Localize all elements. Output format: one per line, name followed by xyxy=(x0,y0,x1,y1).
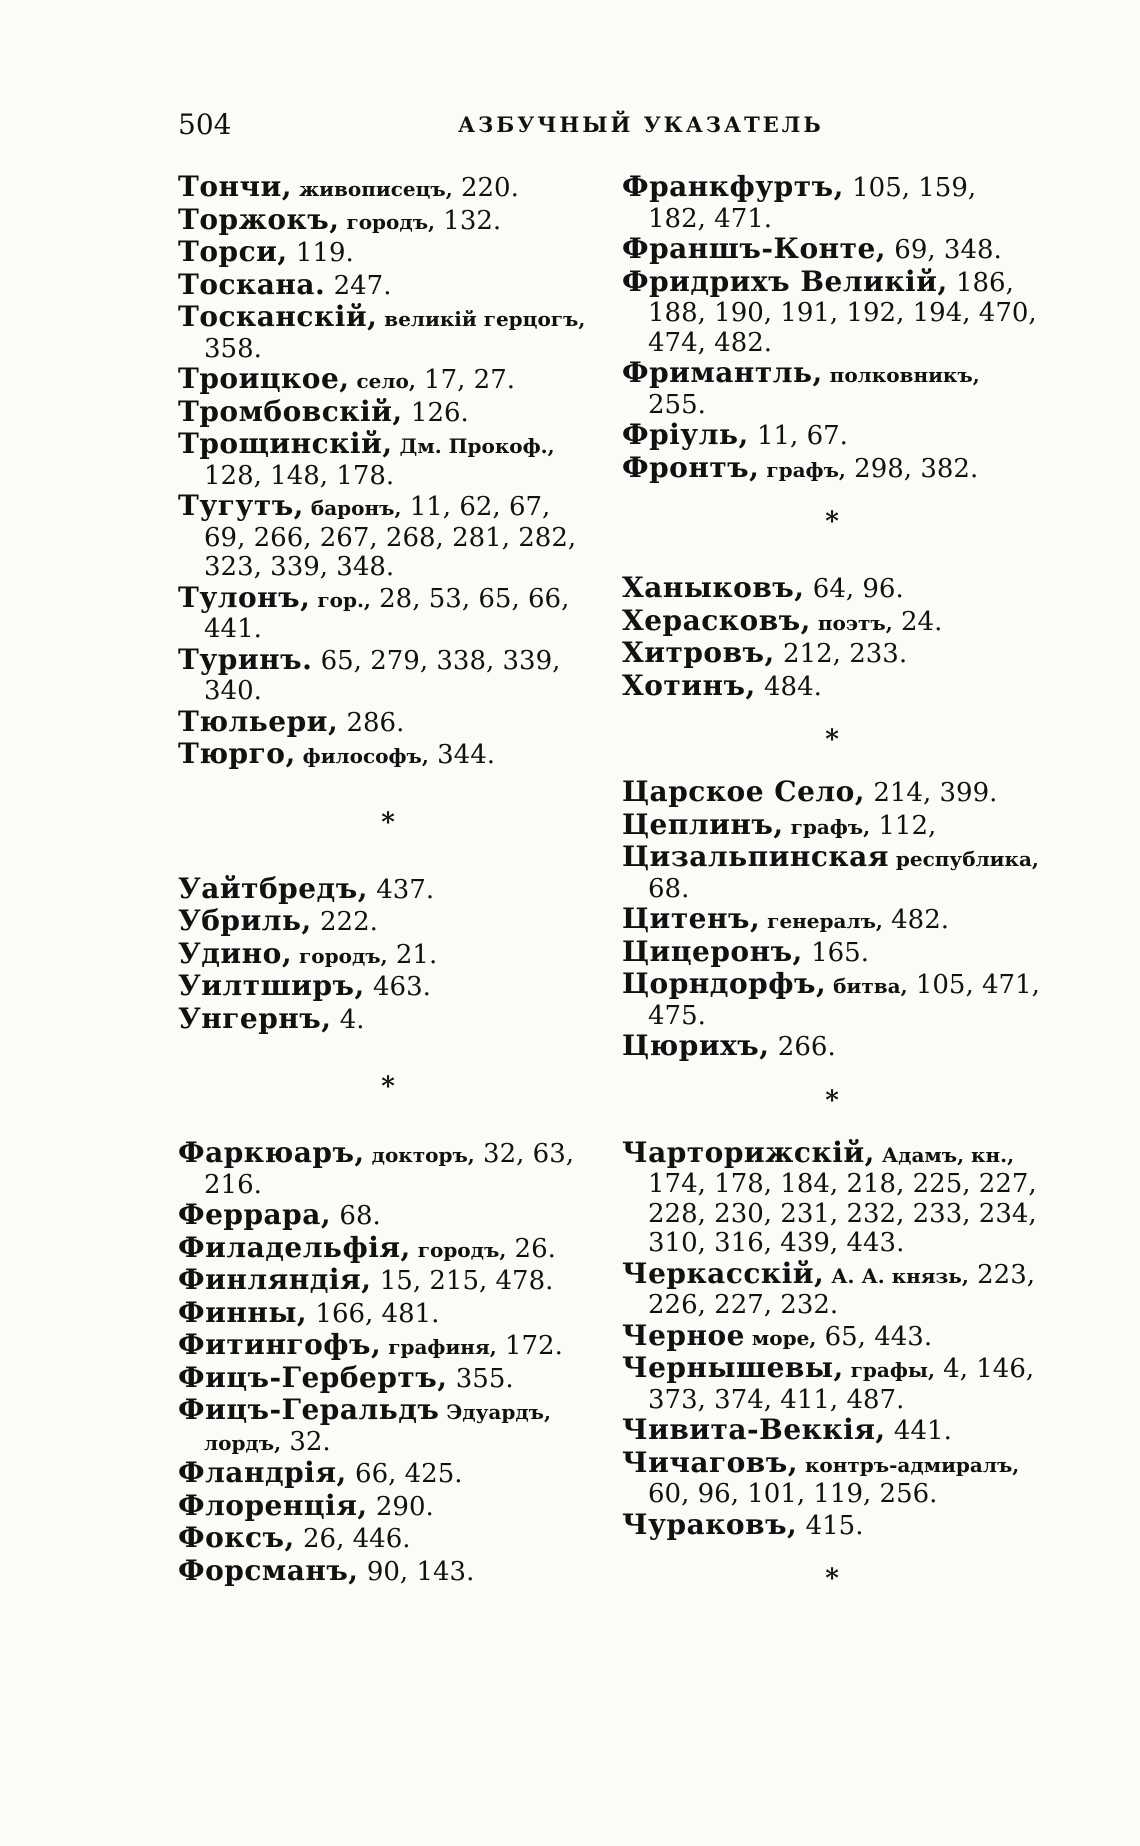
entry-headword: Цюрихъ, xyxy=(622,1029,770,1062)
entry-headword: Хитровъ, xyxy=(622,636,775,669)
index-entry xyxy=(178,267,598,303)
index-entry xyxy=(178,906,598,939)
index-entry xyxy=(178,237,598,270)
index-entry xyxy=(622,1135,1042,1259)
entry-pages: 119. xyxy=(287,238,354,268)
index-entry xyxy=(178,364,598,397)
entry-pages: 165. xyxy=(802,937,869,968)
entry-headword: Черкасскій, xyxy=(622,1256,825,1290)
entry-headword: Черное xyxy=(622,1318,745,1352)
entry-headword: Уилтширъ, xyxy=(178,969,365,1002)
entry-headword: Франшъ-Конте, xyxy=(622,232,887,265)
entry-headword: Форсманъ, xyxy=(178,1553,359,1587)
index-entry xyxy=(622,358,1042,420)
index-entry xyxy=(622,807,1042,843)
entry-pages: 15, 215, 478. xyxy=(371,1266,554,1296)
index-entry xyxy=(178,202,598,238)
entry-headword: Торжокъ, xyxy=(178,202,340,236)
entry-headword: Финны, xyxy=(178,1295,308,1329)
entry-headword: Феррара, xyxy=(178,1198,332,1231)
entry-headword: Фоксъ, xyxy=(178,1521,295,1554)
entry-pages: 186, 188, 190, 191, 192, 194, 470, 474, 482. xyxy=(648,267,1037,358)
entry-pages: 132. xyxy=(435,205,502,236)
entry-pages: 220. xyxy=(452,173,519,203)
entry-descriptor: А. А. князь, xyxy=(824,1263,969,1288)
index-group-f xyxy=(178,1138,598,1588)
entry-headword: Уайтбредъ, xyxy=(178,871,368,905)
entry-pages: 255. xyxy=(648,389,706,420)
entry-pages: 112, xyxy=(870,810,937,841)
entry-pages: 105, 471, 475. xyxy=(648,970,1040,1031)
index-entry xyxy=(622,1507,1042,1543)
entry-descriptor: графъ, xyxy=(783,814,871,839)
entry-pages: 21. xyxy=(387,939,438,970)
index-entry xyxy=(178,172,598,205)
entry-descriptor: село, xyxy=(349,369,416,393)
entry-headword: Фитингофъ, xyxy=(178,1328,382,1361)
entry-headword: Удино, xyxy=(178,936,293,970)
entry-descriptor: битва, xyxy=(826,974,908,998)
entry-pages: 105, 159, 182, 471. xyxy=(648,173,977,234)
index-entry xyxy=(178,1553,598,1589)
index-entry xyxy=(622,638,1042,671)
index-entry xyxy=(178,704,598,740)
entry-pages: 126. xyxy=(402,397,469,428)
entry-headword: Трощинскій, xyxy=(178,427,393,460)
index-entry xyxy=(178,1360,598,1396)
entry-descriptor: полковникъ, xyxy=(822,363,980,387)
entry-headword: Франкфуртъ, xyxy=(622,170,844,203)
entry-headword: Финляндія, xyxy=(178,1263,372,1296)
entry-headword: Чернышевы, xyxy=(622,1351,844,1384)
index-entry xyxy=(622,450,1042,486)
index-entry xyxy=(622,264,1042,359)
entry-descriptor: городъ, xyxy=(292,943,388,968)
entry-pages: 247. xyxy=(325,270,392,301)
index-entry xyxy=(178,580,598,645)
running-title: АЗБУЧНЫЙ УКАЗАТЕЛЬ xyxy=(458,112,824,137)
entry-headword: Тюльери, xyxy=(178,704,339,738)
entry-pages: 128, 148, 178. xyxy=(204,460,395,491)
entry-descriptor: великій герцогъ, xyxy=(377,307,586,331)
entry-pages: 358. xyxy=(204,333,262,364)
index-entry xyxy=(622,573,1042,606)
entry-descriptor: городъ, xyxy=(339,209,436,234)
index-entry xyxy=(178,1488,598,1524)
index-entry xyxy=(622,1256,1042,1321)
entry-headword: Тончи, xyxy=(178,170,293,203)
entry-pages: 17, 27. xyxy=(415,365,516,395)
index-entry xyxy=(622,904,1042,937)
entry-pages: 60, 96, 101, 119, 256. xyxy=(648,1479,938,1509)
entry-headword: Туринъ. xyxy=(178,642,313,676)
entry-headword: Херасковъ, xyxy=(622,603,811,637)
entry-pages: 68. xyxy=(331,1201,381,1231)
index-entry xyxy=(622,1318,1042,1354)
index-entry xyxy=(622,172,1042,234)
entry-descriptor: живописецъ, xyxy=(292,177,453,201)
entry-pages: 463. xyxy=(364,972,431,1002)
index-group-kh xyxy=(622,573,1042,703)
entry-headword: Филадельфія, xyxy=(178,1230,411,1264)
index-entry xyxy=(622,420,1042,453)
entry-headword: Фицъ-Гербертъ, xyxy=(178,1360,448,1394)
entry-descriptor: баронъ, xyxy=(303,496,402,520)
index-entry xyxy=(178,871,598,907)
index-entry xyxy=(622,969,1042,1031)
entry-headword: Чичаговъ, xyxy=(622,1445,798,1479)
index-entry xyxy=(622,1031,1042,1064)
entry-pages: 441. xyxy=(885,1416,952,1446)
entry-pages: 68. xyxy=(648,873,690,904)
index-entry xyxy=(622,1445,1042,1510)
entry-pages: 482. xyxy=(882,905,950,935)
index-entry xyxy=(178,1458,598,1491)
section-separator: * xyxy=(381,807,395,838)
entry-pages: 28, 53, 65, 66, 441. xyxy=(204,583,570,644)
entry-headword: Троицкое, xyxy=(178,362,350,395)
index-entry xyxy=(178,1001,598,1037)
entry-pages: 4, 146, 373, 374, 411, 487. xyxy=(648,1354,1035,1415)
entry-descriptor: гор., xyxy=(310,587,371,612)
index-entry xyxy=(622,842,1042,904)
index-entry xyxy=(622,934,1042,970)
entry-pages: 298, 382. xyxy=(845,453,979,484)
entry-descriptor: графы, xyxy=(843,1358,935,1382)
entry-headword: Царское Село, xyxy=(622,775,866,808)
entry-pages: 223, 226, 227, 232. xyxy=(648,1259,1036,1320)
entry-pages: 24. xyxy=(892,606,943,637)
entry-pages: 415. xyxy=(797,1510,864,1541)
entry-pages: 11, 67. xyxy=(748,421,848,451)
entry-pages: 212, 233. xyxy=(774,639,908,669)
index-entry xyxy=(178,1230,598,1266)
entry-descriptor: Дм. Прокоф., xyxy=(392,434,555,458)
entry-pages: 90, 143. xyxy=(358,1556,475,1587)
entry-pages: 172. xyxy=(496,1331,563,1361)
index-entry xyxy=(178,936,598,972)
index-entry xyxy=(178,394,598,430)
entry-pages: 32, 63, 216. xyxy=(204,1139,575,1200)
entry-pages: 26, 446. xyxy=(294,1524,411,1554)
entry-descriptor: Эдуардъ, лордъ, xyxy=(204,1400,551,1455)
entry-headword: Убриль, xyxy=(178,904,312,937)
entry-headword: Фримантль, xyxy=(622,356,823,389)
entry-pages: 32. xyxy=(281,1426,331,1457)
entry-pages: 65, 279, 338, 339, 340. xyxy=(204,645,561,706)
entry-headword: Тромбовскій, xyxy=(178,394,403,428)
entry-pages: 344. xyxy=(428,740,496,770)
index-group-u xyxy=(178,871,598,1037)
index-group-t xyxy=(178,172,598,772)
entry-pages: 26. xyxy=(506,1233,556,1264)
entry-headword: Фронтъ, xyxy=(622,450,760,484)
entry-headword: Фридрихъ Великій, xyxy=(622,264,948,298)
entry-headword: Цизальпинская xyxy=(622,840,889,873)
entry-headword: Чивита-Веккія, xyxy=(622,1413,886,1446)
index-entry xyxy=(622,777,1042,810)
entry-pages: 286. xyxy=(338,707,405,738)
entry-pages: 174, 178, 184, 218, 225, 227, 228, 230, 231, 232, 233, 234, 310, 316, 439, 443. xyxy=(648,1169,1037,1258)
section-separator: * xyxy=(825,1564,839,1594)
index-entry xyxy=(178,1265,598,1298)
entry-descriptor: графиня, xyxy=(381,1335,497,1359)
entry-headword: Фицъ-Геральдъ xyxy=(178,1393,440,1426)
entry-descriptor: Адамъ, кн., xyxy=(874,1142,1015,1167)
entry-headword: Фландрія, xyxy=(178,1456,347,1489)
entry-headword: Цорндорфъ, xyxy=(622,967,827,1000)
index-entry xyxy=(178,1200,598,1233)
entry-headword: Чураковъ, xyxy=(622,1507,798,1541)
section-separator: * xyxy=(825,725,839,755)
entry-headword: Цеплинъ, xyxy=(622,807,784,841)
entry-headword: Тосканскій, xyxy=(178,300,378,333)
entry-headword: Тулонъ, xyxy=(178,580,311,614)
entry-pages: 266. xyxy=(769,1032,836,1062)
index-entry xyxy=(622,1415,1042,1448)
index-group-ch xyxy=(622,1135,1042,1543)
entry-pages: 65, 443. xyxy=(816,1321,933,1352)
entry-headword: Тоскана. xyxy=(178,267,326,301)
entry-descriptor: море, xyxy=(744,1325,817,1350)
entry-headword: Тугутъ, xyxy=(178,489,304,522)
index-entry xyxy=(622,668,1042,704)
entry-headword: Унгернъ, xyxy=(178,1001,332,1035)
index-entry xyxy=(178,642,598,707)
entry-headword: Цитенъ, xyxy=(622,902,761,935)
entry-pages: 64, 96. xyxy=(804,574,904,604)
entry-pages: 437. xyxy=(367,874,435,905)
entry-headword: Чарторижскій, xyxy=(622,1135,875,1169)
index-entry xyxy=(622,234,1042,267)
entry-descriptor: докторъ, xyxy=(364,1143,475,1167)
index-entry xyxy=(178,971,598,1004)
entry-descriptor: республика, xyxy=(888,847,1039,871)
index-group-ts xyxy=(622,777,1042,1064)
entry-headword: Флоренція, xyxy=(178,1488,368,1522)
section-separator: * xyxy=(825,507,839,537)
entry-pages: 222. xyxy=(311,907,378,937)
entry-pages: 290. xyxy=(367,1491,434,1522)
entry-headword: Фріуль, xyxy=(622,418,749,451)
index-entry xyxy=(178,1295,598,1331)
entry-headword: Хотинъ, xyxy=(622,668,756,702)
entry-pages: 66, 425. xyxy=(346,1459,463,1489)
index-entry xyxy=(178,302,598,364)
entry-pages: 214, 399. xyxy=(865,778,998,808)
index-entry xyxy=(178,1395,598,1458)
index-entry xyxy=(622,1353,1042,1415)
page-number: 504 xyxy=(178,108,232,141)
index-entry xyxy=(178,1523,598,1556)
section-separator: * xyxy=(825,1085,839,1116)
entry-pages: 11, 62, 67, 69, 266, 267, 268, 281, 282, 323, 339, 348. xyxy=(204,492,577,582)
right-column xyxy=(622,172,1042,1594)
index-entry xyxy=(178,429,598,491)
index-entry xyxy=(178,1138,598,1200)
entry-pages: 166, 481. xyxy=(307,1298,440,1329)
index-entry xyxy=(622,603,1042,639)
entry-descriptor: городъ, xyxy=(410,1237,507,1262)
index-group-f-cont xyxy=(622,172,1042,485)
left-column xyxy=(178,172,598,1588)
entry-descriptor: графъ, xyxy=(759,457,846,482)
index-entry xyxy=(178,1330,598,1363)
entry-pages: 484. xyxy=(755,671,822,702)
entry-pages: 69, 348. xyxy=(886,235,1002,265)
entry-headword: Тюрго, xyxy=(178,737,296,770)
entry-descriptor: контръ-адмиралъ, xyxy=(798,1452,1020,1477)
entry-headword: Торси, xyxy=(178,235,288,268)
entry-headword: Фаркюаръ, xyxy=(178,1136,365,1169)
section-separator: * xyxy=(381,1072,395,1102)
entry-headword: Ханыковъ, xyxy=(622,571,805,604)
entry-descriptor: философъ, xyxy=(295,744,429,768)
entry-headword: Цицеронъ, xyxy=(622,934,803,968)
entry-pages: 4. xyxy=(331,1004,365,1035)
entry-pages: 355. xyxy=(447,1363,514,1394)
index-entry xyxy=(178,491,598,583)
entry-descriptor: поэтъ, xyxy=(810,610,893,635)
page-header xyxy=(178,108,998,148)
entry-descriptor: генералъ, xyxy=(760,909,883,933)
index-entry xyxy=(178,739,598,772)
